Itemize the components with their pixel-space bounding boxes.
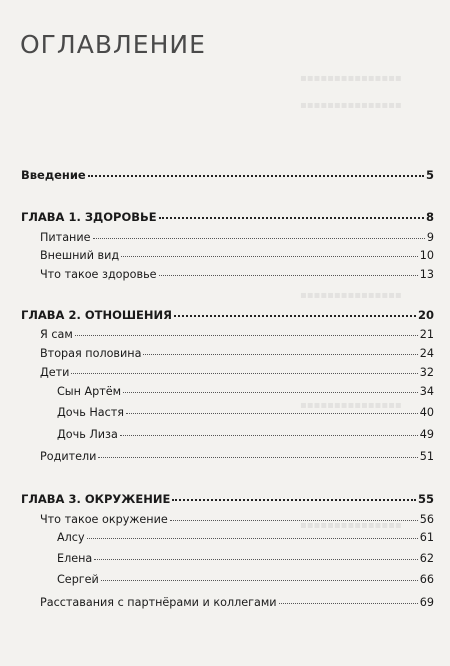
toc-page: 34 — [419, 385, 434, 398]
toc-label: Елена — [57, 552, 93, 565]
toc-entry — [57, 385, 434, 398]
toc-label: Я сам — [40, 328, 73, 341]
bleed-through: ▪▪▪▪▪▪▪▪▪▪▪▪▪▪▪ — [300, 290, 402, 301]
toc-page: 24 — [419, 347, 434, 360]
toc-label: Расставания с партнёрами и коллегами — [40, 596, 277, 609]
leader-dots — [121, 256, 418, 257]
leader-dots — [159, 275, 418, 276]
toc-entry — [57, 406, 434, 419]
page-title: ОГЛАВЛЕНИЕ — [20, 30, 206, 59]
bleed-through: ▪▪▪▪▪▪▪▪▪▪▪▪▪▪▪ — [300, 73, 402, 84]
toc-page: 20 — [417, 308, 434, 322]
leader-dots — [174, 315, 416, 317]
leader-dots — [75, 335, 418, 336]
toc-chapter-2 — [21, 308, 434, 322]
toc-page: 49 — [419, 428, 434, 441]
toc-label: Сергей — [57, 573, 99, 586]
toc-entry — [57, 552, 434, 565]
leader-dots — [87, 538, 418, 539]
toc-page: 69 — [419, 596, 434, 609]
leader-dots — [94, 559, 417, 560]
leader-dots — [159, 217, 424, 219]
leader-dots — [279, 603, 418, 604]
toc-entry — [40, 513, 434, 526]
toc-label: ГЛАВА 3. ОКРУЖЕНИЕ — [21, 492, 171, 506]
toc-entry — [40, 231, 434, 244]
leader-dots — [143, 354, 417, 355]
leader-dots — [93, 238, 425, 239]
toc-page: 9 — [426, 231, 434, 244]
toc-label: Сын Артём — [57, 385, 122, 398]
toc-label: Введение — [21, 168, 86, 182]
toc-label: Алсу — [57, 531, 85, 544]
toc-label: ГЛАВА 1. ЗДОРОВЬЕ — [21, 210, 157, 224]
toc-label: Вторая половина — [40, 347, 142, 360]
toc-label: Дети — [40, 366, 70, 379]
toc-entry — [40, 268, 434, 281]
leader-dots — [88, 175, 424, 177]
toc-page: 5 — [425, 168, 434, 182]
leader-dots — [101, 580, 418, 581]
toc-page: 55 — [417, 492, 434, 506]
toc-page: 66 — [419, 573, 434, 586]
toc-label: Что такое здоровье — [40, 268, 157, 281]
bleed-through: ▪▪▪▪▪▪▪▪▪▪▪▪▪▪▪ — [300, 400, 402, 411]
toc-label: Родители — [40, 450, 97, 463]
toc-label: Что такое окружение — [40, 513, 168, 526]
toc-entry — [40, 347, 434, 360]
toc-page: 61 — [419, 531, 434, 544]
toc-page: 62 — [419, 552, 434, 565]
toc-label: Внешний вид — [40, 249, 120, 262]
toc-page: 21 — [419, 328, 434, 341]
toc-entry — [40, 596, 434, 609]
toc-entry — [57, 428, 434, 441]
toc-page: 8 — [425, 210, 434, 224]
toc-entry — [40, 450, 434, 463]
toc-entry — [40, 249, 434, 262]
toc-entry — [57, 573, 434, 586]
toc-page: 56 — [419, 513, 434, 526]
bleed-through: ▪▪▪▪▪▪▪▪▪▪▪▪▪▪▪ — [300, 520, 402, 531]
toc-page: 13 — [419, 268, 434, 281]
leader-dots — [123, 392, 418, 393]
toc-label: Дочь Настя — [57, 406, 125, 419]
toc-label: Дочь Лиза — [57, 428, 118, 441]
toc-entry — [40, 328, 434, 341]
toc-label: Питание — [40, 231, 91, 244]
toc-label: ГЛАВА 2. ОТНОШЕНИЯ — [21, 308, 173, 322]
toc-page: 40 — [419, 406, 434, 419]
leader-dots — [172, 499, 416, 501]
leader-dots — [170, 520, 418, 521]
toc-page: 51 — [419, 450, 434, 463]
leader-dots — [98, 457, 417, 458]
toc-entry — [57, 531, 434, 544]
toc-page: 10 — [419, 249, 434, 262]
toc-page: 32 — [419, 366, 434, 379]
bleed-through: ▪▪▪▪▪▪▪▪▪▪▪▪▪▪▪ — [300, 100, 402, 111]
toc-entry-intro — [21, 168, 434, 182]
leader-dots — [71, 373, 417, 374]
toc-entry — [40, 366, 434, 379]
toc-chapter-1 — [21, 210, 434, 224]
leader-dots — [120, 435, 418, 436]
leader-dots — [126, 413, 418, 414]
toc-chapter-3 — [21, 492, 434, 506]
